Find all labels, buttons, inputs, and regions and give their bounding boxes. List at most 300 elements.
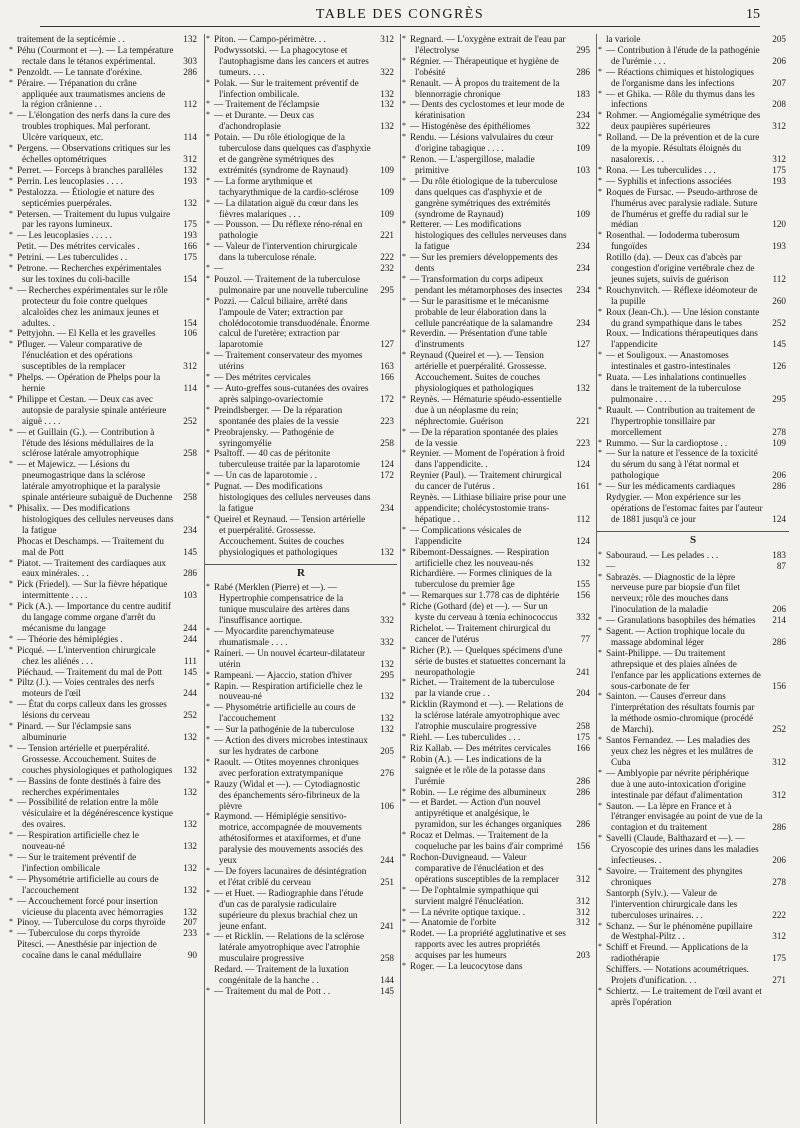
entry-page-ref: 126: [772, 361, 786, 372]
index-entry: [8, 645, 200, 667]
index-entry: [8, 721, 200, 743]
entry-text: Petit. — Des métrites cervicales .: [17, 241, 140, 252]
entry-marker: *: [598, 186, 602, 196]
entry-page-ref: 172: [380, 393, 394, 404]
index-entry: [597, 986, 789, 1008]
entry-text: Roger. — La leucocytose dans: [410, 961, 523, 972]
entry-marker: *: [206, 241, 210, 251]
entry-page-ref: 206: [772, 470, 786, 481]
index-entry: [205, 735, 397, 757]
entry-page-ref: 155: [576, 579, 590, 590]
entry-text: — Réactions chimiques et histologiques de l'organisme dans les infections: [606, 66, 755, 88]
entry-text: Perrin. Les leucoplasies . . . .: [17, 175, 123, 186]
entry-marker: *: [402, 601, 406, 611]
index-entry: [8, 394, 200, 427]
entry-text: Riehl. — Les tuberculides . . .: [410, 732, 521, 742]
entry-page-ref: 132: [380, 99, 394, 110]
index-entry: [205, 110, 397, 132]
entry-marker: *: [206, 756, 210, 766]
entry-marker: *: [402, 830, 406, 840]
entry-page-ref: 132: [380, 724, 394, 735]
index-entry: [205, 350, 397, 372]
entry-text: Pfluger. — Valeur comparative de l'énucléation et des opérations susceptibles de la remplacer: [17, 339, 143, 372]
entry-page-ref: 205: [380, 746, 394, 756]
index-entry: [8, 263, 200, 285]
entry-marker: *: [206, 724, 210, 734]
entry-page-ref: 132: [183, 906, 197, 917]
index-entry: [205, 724, 397, 735]
entry-text: Rocaz et Delmas. — Traitement de la coqueluche par les bains d'air comprimé: [410, 830, 563, 852]
entry-text: — Pousson. — Du réflexe réno-rénal en pathologie: [214, 219, 363, 241]
entry-marker: *: [9, 557, 13, 567]
index-entry: [597, 187, 789, 231]
entry-text: Sagent. — Action trophique locale du massage abdominal léger: [606, 626, 745, 647]
entry-page-ref: 109: [576, 143, 590, 154]
entry-text: Pinard. — Sur l'éclampsie sans albuminurie: [17, 721, 132, 742]
entry-page-ref: 286: [772, 822, 786, 833]
entry-text: — Sur le parasitisme et le mécanisme probable de leur élaboration dans la cellule pancréatique de la salamandre: [410, 295, 553, 328]
index-entry: [401, 754, 593, 787]
entry-text: Raineri. — Un nouvel écarteur-dilatateur utérin: [214, 647, 366, 669]
index-entry: [8, 634, 200, 645]
entry-text: — et Souligoux. — Anastomoses intestinales et gastro-intestinales: [606, 350, 731, 372]
index-entry: [401, 885, 593, 907]
entry-page-ref: 156: [576, 841, 590, 852]
entry-marker: *: [9, 208, 13, 218]
entry-text: —: [606, 560, 616, 571]
entry-page-ref: 252: [772, 317, 786, 328]
index-entry: [205, 964, 397, 986]
entry-text: —: [214, 263, 224, 274]
index-entry: [205, 582, 397, 626]
entry-page-ref: 286: [576, 775, 590, 786]
entry-text: — Sur le traitement préventif de l'infection ombilicale: [17, 851, 137, 873]
entry-text: Ribemont-Dessaignes. — Respiration artificielle chez les nouveau-nés: [410, 546, 550, 568]
entry-text: Ricklin (Raymond et —). — Relations de la sclérose latérale amyotrophique avec l'atrophie musculaire progressive: [410, 699, 564, 732]
index-entry: [205, 702, 397, 724]
entry-page-ref: 295: [380, 284, 394, 295]
entry-marker: *: [402, 77, 406, 87]
entry-text: Rodet. — La propriété agglutinative et ses rapports avec les autres propriétés acquises par les humeurs: [410, 928, 566, 961]
entry-page-ref: 193: [772, 241, 786, 252]
entry-marker: *: [402, 175, 406, 185]
entry-marker: *: [598, 800, 602, 810]
index-entry: [8, 176, 200, 187]
entry-page-ref: 206: [772, 855, 786, 866]
index-entry: [205, 219, 397, 241]
entry-page-ref: 286: [576, 66, 590, 77]
entry-text: Pozzi. — Calcul biliaire, arrêté dans l'ampoule de Vater; extraction par cholédocotomie transduodénale. Énorme calcul de l'uretère; extraction par laparotomie: [214, 295, 370, 350]
entry-text: Piéchaud. — Traitement du mal de Pott: [17, 666, 163, 677]
entry-page-ref: 222: [380, 252, 394, 263]
entry-text: — Physométrie artificielle au cours de l'accouchement: [17, 873, 159, 895]
entry-page-ref: 112: [772, 273, 786, 284]
index-entry: [597, 448, 789, 481]
entry-page-ref: 132: [380, 658, 394, 669]
entry-text: — Granulations basophiles des hématies: [606, 615, 756, 626]
entry-page-ref: 111: [183, 655, 197, 666]
index-entry: [597, 942, 789, 964]
entry-page-ref: 161: [576, 481, 590, 492]
entry-text: — Complications vésicales de l'appendicite: [410, 524, 522, 546]
entry-text: Regnard. — L'oxygène extrait de l'eau par l'électrolyse: [410, 34, 566, 55]
entry-page-ref: 193: [772, 175, 786, 186]
entry-page-ref: 193: [183, 230, 197, 241]
entry-text: Rolland. — De la prévention et de la cure de la myopie. Résultats éloignés du nasalorexis. . .: [606, 132, 760, 164]
entry-marker: *: [402, 961, 406, 971]
entry-text: Rapin. — Respiration artificielle chez le nouveau-né: [214, 680, 363, 702]
entry-marker: *: [402, 55, 406, 65]
entry-text: Richer (P.). — Quelques spécimens d'une série de bustes et statuettes concernant la neuropathologie: [410, 644, 566, 677]
entry-marker: *: [598, 448, 602, 458]
entry-text: — et Ghika. — Rôle du thymus dans les infections: [606, 88, 755, 110]
entry-text: Sainton. — Causes d'erreur dans l'interprétation des résultats fournis par la méthode osmio-chromique (procédé de Marchi).: [606, 691, 755, 735]
entry-text: — Traitement de l'éclampsie: [214, 99, 320, 110]
index-columns: [8, 34, 792, 1124]
entry-page-ref: 223: [380, 415, 394, 426]
entry-page-ref: 109: [772, 437, 786, 448]
entry-page-ref: 312: [772, 121, 786, 132]
index-entry: [597, 615, 789, 626]
entry-marker: *: [598, 691, 602, 701]
section-letter: S: [597, 531, 789, 546]
entry-text: — Un cas de laparotomie . .: [214, 470, 318, 481]
index-entry: [205, 274, 397, 296]
index-entry: [8, 339, 200, 372]
entry-page-ref: 109: [576, 208, 590, 219]
index-entry: [401, 427, 593, 449]
entry-text: — Physométrie artificielle au cours de l'accouchement: [214, 702, 356, 724]
entry-page-ref: 252: [183, 710, 197, 721]
index-entry: [8, 503, 200, 536]
index-entry: [8, 579, 200, 601]
index-entry: [401, 350, 593, 394]
entry-text: Reynès. — Hématurie spéudo-essentielle due à un néoplasme du rein; néphrectomie. Guérison: [410, 393, 562, 426]
index-entry: [597, 964, 789, 986]
entry-page-ref: 232: [380, 263, 394, 274]
entry-text: — Tension artérielle et puerpéralité. Grossesse. Accouchement. Suites de couches physiologiques et pathologiques: [17, 742, 173, 775]
entry-marker: *: [598, 571, 602, 581]
index-entry: [401, 601, 593, 623]
entry-marker: *: [206, 985, 210, 995]
index-entry: [597, 350, 789, 372]
entry-page-ref: 332: [380, 636, 394, 647]
index-entry: [597, 285, 789, 307]
entry-marker: *: [206, 865, 210, 875]
entry-text: Phelps. — Opération de Phelps pour la hernie: [17, 372, 161, 393]
entry-page-ref: 132: [380, 88, 394, 99]
entry-page-ref: 322: [380, 66, 394, 77]
entry-page-ref: 145: [183, 546, 197, 557]
entry-text: Reynaud (Queirel et —). — Tension artérielle et puerpéralité. Grossesse. Accouchement. Suites de couches physiologiques et pathologiques: [410, 350, 547, 393]
entry-page-ref: 156: [772, 680, 786, 691]
entry-text: Piltz (J.). — Voies centrales des nerfs moteurs de l'œil: [17, 677, 155, 699]
entry-text: Pergens. — Observations critiques sur les échelles optométriques: [17, 143, 171, 164]
entry-marker: *: [402, 546, 406, 556]
entry-text: Rydygier. — Mon expérience sur les opérations de l'estomac faites par l'auteur de 1881 jusqu'à ce jour: [606, 492, 763, 524]
entry-text: Saint-Philippe. — Du traitement athrepsique et des plaies aînées de l'enfance par les applications externes de sous-carbonate de fer: [606, 647, 761, 691]
index-entry: [401, 525, 593, 547]
entry-page-ref: 166: [576, 742, 590, 753]
index-entry: [8, 427, 200, 460]
entry-text: Reynier (Paul). — Traitement chirurgical du cancer de l'utérus .: [410, 470, 562, 492]
entry-text: — Amblyopie par névrite périphérique due à une auto-intoxication d'origine intestinale par défaut d'alimentation: [606, 767, 749, 800]
index-entry: [597, 45, 789, 67]
entry-text: Rochon-Duvigneaud. — Valeur comparative de l'énucléation et des opérations susceptibles de la remplacer: [410, 851, 559, 884]
entry-marker: *: [9, 633, 13, 643]
index-entry: [401, 961, 593, 972]
section-letter: R: [205, 564, 397, 579]
entry-marker: *: [206, 778, 210, 788]
entry-marker: *: [598, 626, 602, 636]
entry-text: Rohmer. — Angiomégalie symétrique des deux paupières supérieures: [606, 110, 761, 132]
entry-marker: *: [598, 833, 602, 843]
entry-text: — et Majewicz. — Lésions du pneumogastrique dans la sclérose latérale amyotrophique et la paralysie spinale antérieure subaiguë de Duchenne: [17, 459, 173, 503]
index-entry: [205, 198, 397, 220]
index-entry: [401, 645, 593, 678]
entry-marker: *: [598, 284, 602, 294]
entry-page-ref: 244: [183, 688, 197, 699]
entry-page-ref: 132: [183, 841, 197, 852]
index-entry: [8, 928, 200, 939]
entry-text: Roques de Fursac. — Pseudo-arthrose de l'humérus avec paralysie radiale. Suture de l'humérus et greffe du radial sur le médian: [606, 186, 758, 230]
entry-text: Phisalix. — Des modifications histologiques des cellules nerveuses dans la fatigue: [17, 502, 174, 535]
entry-text: — La dilatation aiguë du cœur dans les fièvres malariques . . .: [214, 197, 359, 219]
entry-page-ref: 132: [183, 819, 197, 830]
entry-page-ref: 109: [380, 186, 394, 197]
entry-marker: *: [206, 132, 210, 142]
entry-page-ref: 286: [576, 786, 590, 797]
entry-page-ref: 145: [772, 339, 786, 350]
entry-marker: *: [598, 920, 602, 930]
index-entry: [205, 241, 397, 263]
entry-page-ref: 244: [183, 622, 197, 633]
entry-page-ref: 124: [576, 535, 590, 546]
entry-page-ref: 124: [380, 459, 394, 470]
entry-text: — Accouchement forcé pour insertion vicieuse du placenta avec hémorragies: [17, 895, 164, 917]
index-entry: [597, 801, 789, 834]
entry-marker: *: [206, 481, 210, 491]
index-entry: [597, 438, 789, 449]
index-entry: [597, 561, 789, 572]
index-entry: [205, 779, 397, 812]
index-entry: [205, 34, 397, 45]
entry-text: — État du corps calleux dans les grosses lésions du cerveau: [17, 699, 167, 721]
entry-text: Ruata. — Les inhalations continuelles dans le traitement de la tuberculose pulmonaire . . . .: [606, 372, 747, 404]
entry-page-ref: 312: [576, 906, 590, 917]
index-entry: [205, 888, 397, 932]
entry-page-ref: 332: [380, 615, 394, 626]
entry-marker: *: [9, 339, 13, 349]
entry-marker: *: [206, 626, 210, 636]
entry-page-ref: 312: [772, 931, 786, 942]
entry-text: — et Durante. — Deux cas d'achondroplasie: [214, 110, 315, 132]
entry-marker: *: [206, 931, 210, 941]
index-entry: [597, 572, 789, 616]
entry-marker: *: [402, 132, 406, 142]
entry-page-ref: 234: [183, 524, 197, 535]
entry-marker: *: [402, 851, 406, 861]
entry-page-ref: 295: [576, 44, 590, 55]
entry-text: Raoult. — Otites moyennes chroniques avec perforation extratympanique: [214, 756, 359, 778]
entry-page-ref: 312: [772, 153, 786, 164]
index-entry: [401, 328, 593, 350]
entry-marker: *: [9, 677, 13, 687]
index-entry: [205, 670, 397, 681]
index-entry: [597, 888, 789, 921]
entry-page-ref: 106: [380, 800, 394, 811]
index-entry: [205, 405, 397, 427]
entry-text: Renault. — À propos du traitement de la blennorragie chronique: [410, 77, 560, 99]
entry-marker: *: [9, 601, 13, 611]
index-entry: [401, 34, 593, 56]
entry-text: Preobrajensky. — Pathogénie de syringomyélie: [214, 426, 334, 448]
entry-text: Polak. — Sur le traitement préventif de l'infection ombilicale.: [214, 77, 359, 99]
entry-marker: *: [402, 328, 406, 338]
entry-page-ref: 145: [183, 666, 197, 677]
entry-marker: *: [598, 306, 602, 316]
index-entry: [401, 56, 593, 78]
index-entry: [205, 681, 397, 703]
index-entry: [8, 67, 200, 78]
entry-marker: *: [9, 699, 13, 709]
entry-marker: *: [598, 735, 602, 745]
page-number: 15: [746, 7, 760, 22]
entry-page-ref: 208: [772, 99, 786, 110]
index-entry: [8, 852, 200, 874]
page-title: TABLE DES CONGRÈS: [315, 7, 485, 22]
entry-page-ref: 234: [576, 317, 590, 328]
entry-text: — De foyers lacunaires de désintégration et l'état criblé du cerveau: [214, 865, 367, 887]
index-entry: [205, 811, 397, 866]
entry-marker: *: [598, 404, 602, 414]
entry-marker: *: [402, 732, 406, 741]
index-column-4: [596, 34, 789, 1124]
entry-marker: *: [206, 219, 210, 229]
entry-page-ref: 322: [576, 121, 590, 132]
entry-text: — et Bardet. — Action d'un nouvel antipyrétique et analgésique, le pyramidon, sur les échanges organiques: [410, 797, 562, 830]
index-entry: [597, 176, 789, 187]
entry-text: — Respiration artificielle chez le nouveau-né: [17, 830, 139, 852]
entry-marker: *: [9, 873, 13, 883]
index-entry: [401, 907, 593, 918]
entry-marker: *: [598, 985, 602, 995]
entry-marker: *: [598, 44, 602, 54]
entry-marker: *: [9, 917, 13, 927]
index-entry: [8, 143, 200, 165]
entry-page-ref: 332: [576, 612, 590, 623]
entry-page-ref: 244: [380, 855, 394, 866]
entry-marker: *: [598, 350, 602, 360]
entry-text: Podwyssotski. — La phagocytose et l'autophagisme dans les cancers et autres tumeurs. . . .: [214, 44, 369, 77]
index-entry: [8, 209, 200, 231]
index-entry: [401, 732, 593, 743]
entry-page-ref: 112: [183, 99, 197, 110]
entry-text: Schanz. — Sur le phénomène pupillaire de Westphal-Piltz . .: [606, 920, 753, 942]
entry-text: — Recherches expérimentales sur le rôle protecteur du foie contre quelques alcaloïdes chez les animaux jeunes et adultes. .: [17, 284, 168, 328]
entry-text: Reynès. — Lithiase biliaire prise pour une appendicite; cholécystostomie trans-hépatique . .: [410, 492, 566, 524]
entry-marker: *: [9, 284, 13, 294]
entry-page-ref: 132: [183, 764, 197, 775]
index-column-1: [8, 34, 200, 1124]
index-entry: [401, 623, 593, 645]
index-entry: [401, 590, 593, 601]
entry-page-ref: 124: [772, 513, 786, 524]
entry-marker: *: [9, 579, 13, 589]
entry-page-ref: 109: [380, 164, 394, 175]
entry-page-ref: 132: [380, 691, 394, 702]
index-entry: [401, 274, 593, 296]
index-entry: [205, 931, 397, 964]
index-entry: [8, 187, 200, 209]
entry-text: Riz Kallab. — Des métrites cervicales: [410, 742, 551, 753]
entry-text: — Bassins de fonte destinés à faire des recherches expérimentales: [17, 775, 161, 797]
entry-marker: *: [9, 252, 13, 262]
index-entry: [401, 394, 593, 427]
entry-text: — La forme arythmique et tachyarythmique de la cardio-sclérose: [214, 175, 359, 197]
entry-marker: *: [402, 590, 406, 600]
entry-text: Petersen. — Traitement du lupus vulgaire par les rayons lumineux.: [17, 208, 171, 230]
entry-text: Penzoldt. — Le tannate d'oréxine.: [17, 66, 143, 77]
entry-page-ref: 234: [380, 502, 394, 513]
index-entry: [401, 121, 593, 132]
index-entry: [8, 110, 200, 143]
entry-text: — Les leucoplasies . . . . .: [17, 230, 112, 241]
entry-text: Rona. — Les tuberculides . . .: [606, 164, 716, 175]
entry-text: — Traitement conservateur des myomes utérins: [214, 350, 363, 372]
index-entry: [205, 176, 397, 198]
entry-text: Sabrazès. — Diagnostic de la lèpre nerveuse pure par biopsie d'un filet nerveux; rôle des mouches dans l'inoculation de la maladie: [606, 571, 740, 615]
entry-marker: *: [598, 647, 602, 657]
index-entry: [8, 328, 200, 339]
entry-text: Ruault. — Contribution au traitement de l'hypertrophie tonsillaire par morcellement: [606, 404, 756, 437]
entry-page-ref: 286: [772, 636, 786, 647]
index-entry: [8, 601, 200, 634]
entry-marker: *: [402, 426, 406, 436]
entry-marker: *: [402, 121, 406, 131]
entry-marker: *: [9, 66, 13, 76]
entry-marker: *: [9, 110, 13, 120]
entry-text: Philippe et Cestan. — Deux cas avec autopsie de paralysie spinale antérieure aiguë . . . .: [17, 393, 167, 426]
entry-text: Preindlsberger. — De la réparation spontanée des plaies de la vessie: [214, 404, 343, 426]
entry-marker: *: [206, 811, 210, 821]
entry-text: Petrini. — Les tuberculides . .: [17, 252, 128, 263]
entry-marker: *: [206, 887, 210, 897]
entry-page-ref: 175: [183, 252, 197, 263]
entry-text: Piton. — Campo-périmètre. . .: [214, 34, 326, 44]
entry-page-ref: 312: [576, 873, 590, 884]
entry-page-ref: 132: [183, 34, 197, 44]
entry-page-ref: 103: [183, 590, 197, 601]
index-entry: [597, 34, 789, 45]
entry-text: — De la réparation spontanée des plaies de la vessie: [410, 426, 558, 448]
entry-marker: *: [206, 372, 210, 382]
entry-text: Pouzol. — Traitement de la tuberculose pulmonaire par une nouvelle tuberculine: [214, 273, 368, 295]
index-entry: [205, 372, 397, 383]
index-entry: [597, 550, 789, 561]
entry-marker: *: [402, 448, 406, 458]
entry-text: Piatot. — Traitement des cardiaques aux eaux minérales. . .: [17, 557, 167, 579]
index-entry: [205, 514, 397, 558]
entry-page-ref: 260: [772, 295, 786, 306]
entry-page-ref: 221: [380, 230, 394, 241]
entry-page-ref: 132: [380, 546, 394, 557]
entry-text: Sabouraud. — Les pelades . . .: [606, 549, 719, 560]
index-entry: [401, 132, 593, 154]
entry-page-ref: 87: [776, 560, 786, 571]
entry-page-ref: 205: [772, 34, 786, 44]
entry-page-ref: 172: [380, 470, 394, 481]
